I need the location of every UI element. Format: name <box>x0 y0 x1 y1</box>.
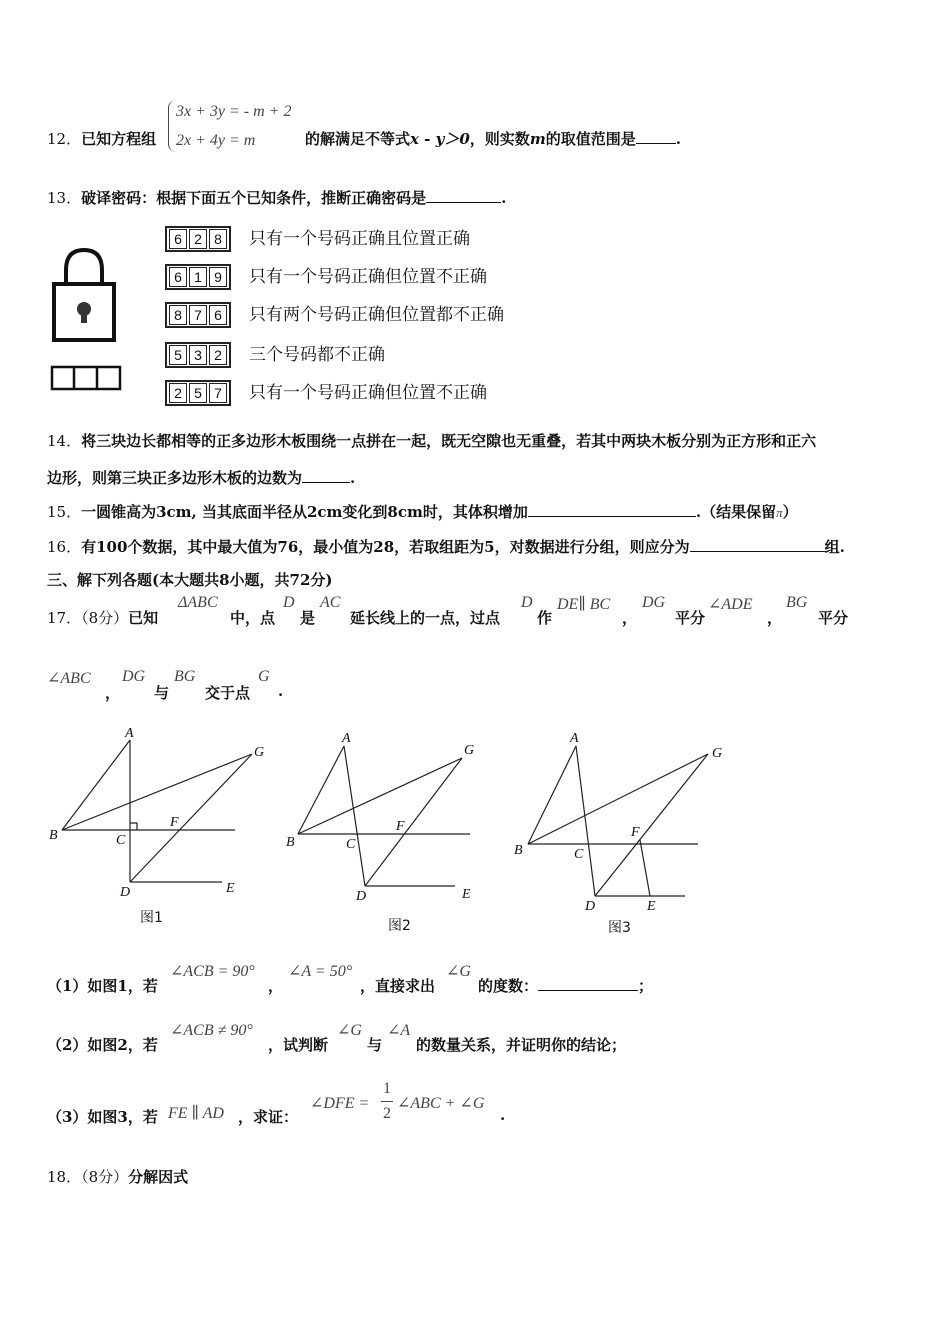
clue-1-text: 只有一个号码正确且位置正确 <box>249 229 470 249</box>
q17-t2: 中，点 <box>230 609 276 627</box>
q17-p1-end: ； <box>638 977 654 995</box>
q17-m2: D <box>283 594 295 611</box>
q14-line1 <box>47 430 816 451</box>
q17-p1-m2: ∠A = 50° <box>288 963 353 980</box>
clue-2-digits <box>165 264 231 290</box>
q17-p2-m3: ∠A <box>387 1022 411 1039</box>
label-G: G <box>712 746 723 761</box>
q17-t4: 延长线上的一点，过点 <box>350 609 501 627</box>
q17-p1-m3: ∠G <box>446 963 471 980</box>
q16-number: 16． <box>47 538 82 556</box>
q13-answer-blank[interactable] <box>426 188 501 203</box>
label-E: E <box>226 881 235 896</box>
clue-4-digits <box>165 342 231 368</box>
q17-p2-m2: ∠G <box>337 1022 362 1039</box>
fig2-caption: 图2 <box>388 918 411 934</box>
clue-1-digits <box>165 226 231 252</box>
q15-number: 15． <box>47 503 82 521</box>
fig1-caption: 图1 <box>140 910 163 926</box>
label-C: C <box>116 833 126 848</box>
q17-p2-m1: ∠ACB ≠ 90° <box>170 1022 253 1039</box>
lock-icon <box>44 240 129 400</box>
q17-p3-m1: FE ∥ AD <box>168 1105 224 1122</box>
digit: 2 <box>189 229 207 249</box>
q13-number: 13． <box>47 189 82 207</box>
q13-clue-1 <box>165 224 470 252</box>
label-E: E <box>462 887 471 902</box>
digit: 8 <box>169 305 187 325</box>
q16-line <box>47 536 845 557</box>
digit: 1 <box>189 267 207 287</box>
q17-m1: ΔABC <box>178 594 218 611</box>
q14-line2 <box>47 467 355 488</box>
q17-m5: DE∥ BC <box>557 596 611 613</box>
q13-line <box>47 187 506 208</box>
label-F: F <box>170 815 179 830</box>
label-B: B <box>514 843 523 858</box>
q14-text2: 边形，则第三块正多边形木板的边数为 <box>47 469 303 487</box>
q17-p3-text: ，求证： <box>238 1108 299 1126</box>
fig3-caption: 图3 <box>608 920 631 936</box>
digit: 6 <box>209 305 227 325</box>
label-A: A <box>125 726 134 741</box>
q17-t13: . <box>278 682 284 700</box>
digit: 2 <box>169 383 187 403</box>
q17-p2-text2: 与 <box>367 1036 383 1054</box>
section-heading: 三、解下列各题(本大题共8小题，共72分) <box>47 571 333 589</box>
q17-m10: DG <box>122 668 146 685</box>
q17-t1: 已知 <box>128 609 159 627</box>
q13-clue-5 <box>165 378 487 406</box>
q12-number: 12． <box>47 130 82 148</box>
q17-p2-lead: （2）如图2，若 <box>47 1036 158 1054</box>
label-E: E <box>647 899 656 914</box>
q12-ineq: x - y＞0 <box>410 130 470 148</box>
label-G: G <box>254 745 265 760</box>
q17-num: 17． <box>47 609 82 627</box>
q17-t8: ， <box>767 609 783 627</box>
digit: 5 <box>189 383 207 403</box>
label-B: B <box>286 835 295 850</box>
q17-t3: 是 <box>300 609 316 627</box>
q15-line <box>47 501 798 522</box>
figure-2 <box>280 720 510 920</box>
q13-clue-2 <box>165 262 487 290</box>
q12-var: m <box>529 130 546 148</box>
q12-line <box>47 128 156 149</box>
q17-p3-rhs: ∠ABC + ∠G <box>397 1095 485 1112</box>
q15-text: 一圆锥高为3cm, 当其底面半径从2cm变化到8cm时，其体积增加 <box>81 503 528 521</box>
q17-t5: 作 <box>537 609 553 627</box>
q17-m8: BG <box>786 594 808 611</box>
q17-m12: G <box>258 668 270 685</box>
q17-p3-lhs: ∠DFE = <box>310 1095 370 1112</box>
q17-p1-tail <box>478 975 653 996</box>
q18-line <box>47 1166 188 1187</box>
q17-p1-m1: ∠ACB = 90° <box>170 963 255 980</box>
q17-t7: 平分 <box>675 609 706 627</box>
q12-tail2: ，则实数 <box>469 130 530 148</box>
q17-m9: ∠ABC <box>47 670 91 687</box>
q17-p2-text3: 的数量关系，并证明你的结论； <box>416 1036 627 1054</box>
label-B: B <box>49 828 58 843</box>
q17-p1-text2: 的度数： <box>478 977 539 995</box>
clue-5-digits <box>165 380 231 406</box>
figure-3 <box>510 720 740 920</box>
q17-score: （8分） <box>81 609 129 627</box>
label-F: F <box>631 825 640 840</box>
digit: 9 <box>209 267 227 287</box>
q16-end: 组. <box>824 538 845 556</box>
label-G: G <box>464 743 475 758</box>
q15-pi: π <box>776 505 783 520</box>
q12-tail <box>305 128 681 149</box>
label-C: C <box>574 847 584 862</box>
q14-answer-blank[interactable] <box>302 468 350 483</box>
q17-m3: AC <box>320 594 341 611</box>
q12-answer-blank[interactable] <box>636 129 676 144</box>
label-D: D <box>356 889 367 904</box>
label-D: D <box>585 899 596 914</box>
q17-p2-text: ，试判断 <box>268 1036 329 1054</box>
digit: 2 <box>209 345 227 365</box>
digit: 5 <box>169 345 187 365</box>
q17-p3-end: . <box>500 1106 506 1124</box>
q17-m11: BG <box>174 668 196 685</box>
digit: 7 <box>209 383 227 403</box>
q15-end: .（结果保留 <box>695 503 777 521</box>
label-F: F <box>396 819 405 834</box>
q13-text: 破译密码：根据下面五个已知条件，推断正确密码是 <box>81 189 427 207</box>
q17-p3-fraction-bar <box>381 1101 393 1102</box>
q17-p3-fraction-num: 1 <box>383 1080 391 1097</box>
clue-3-digits <box>165 302 231 328</box>
q12-tail-text: 的解满足不等式 <box>305 130 411 148</box>
q18-text: 分解因式 <box>128 1168 189 1186</box>
q15-close: ） <box>782 503 798 521</box>
digit: 6 <box>169 229 187 249</box>
q17-t11: 与 <box>154 684 170 702</box>
digit: 3 <box>189 345 207 365</box>
q17-t12: 交于点 <box>205 684 251 702</box>
clue-4-text: 三个号码都不正确 <box>249 345 385 365</box>
q14-text1: 将三块边长都相等的正多边形木板围绕一点拼在一起，既无空隙也无重叠，若其中两块木板分别为正方形和正六 <box>81 432 817 450</box>
clue-5-text: 只有一个号码正确但位置不正确 <box>249 383 487 403</box>
q13-clue-3 <box>165 300 504 328</box>
clue-2-text: 只有一个号码正确但位置不正确 <box>249 267 487 287</box>
figure-1 <box>40 720 280 930</box>
q12-lead: 已知方程组 <box>81 130 157 148</box>
q12-eq1: 3x + 3y = - m + 2 <box>176 103 292 120</box>
q12-end: . <box>675 130 681 148</box>
q13-end: . <box>501 189 507 207</box>
q17-m7: ∠ADE <box>708 596 753 613</box>
q15-answer-blank[interactable] <box>528 502 696 517</box>
q12-tail3: 的取值范围是 <box>545 130 636 148</box>
label-A: A <box>342 731 351 746</box>
q17-p1-text: ，直接求出 <box>360 977 436 995</box>
digit: 8 <box>209 229 227 249</box>
label-D: D <box>120 885 131 900</box>
q16-text: 有100个数据，其中最大值为76，最小值为28，若取组距为5，对数据进行分组，则应分为 <box>81 538 690 556</box>
q17-t10: ， <box>105 684 121 702</box>
q17-m4: D <box>521 594 533 611</box>
label-A: A <box>570 731 579 746</box>
digit: 6 <box>169 267 187 287</box>
digit: 7 <box>189 305 207 325</box>
q18-number: 18． <box>47 1168 82 1186</box>
q17-p1-lead: （1）如图1，若 <box>47 977 158 995</box>
clue-3-text: 只有两个号码正确但位置都不正确 <box>249 305 504 325</box>
q16-answer-blank[interactable] <box>690 537 825 552</box>
q17-m6: DG <box>642 594 666 611</box>
q17-p1-sep: ， <box>268 977 284 995</box>
q17-t6: ， <box>622 609 638 627</box>
q17-t9: 平分 <box>818 609 849 627</box>
q17-number <box>47 607 158 628</box>
q13-clue-4 <box>165 340 385 368</box>
q17-p1-answer-blank[interactable] <box>538 976 638 991</box>
q14-number: 14． <box>47 432 82 450</box>
q18-score: （8分） <box>81 1168 129 1186</box>
q12-eq2: 2x + 4y = m <box>176 132 256 149</box>
q17-p3-lead: （3）如图3，若 <box>47 1108 158 1126</box>
q14-end: . <box>350 469 356 487</box>
q17-p3-fraction-den: 2 <box>383 1105 391 1122</box>
label-C: C <box>346 837 356 852</box>
